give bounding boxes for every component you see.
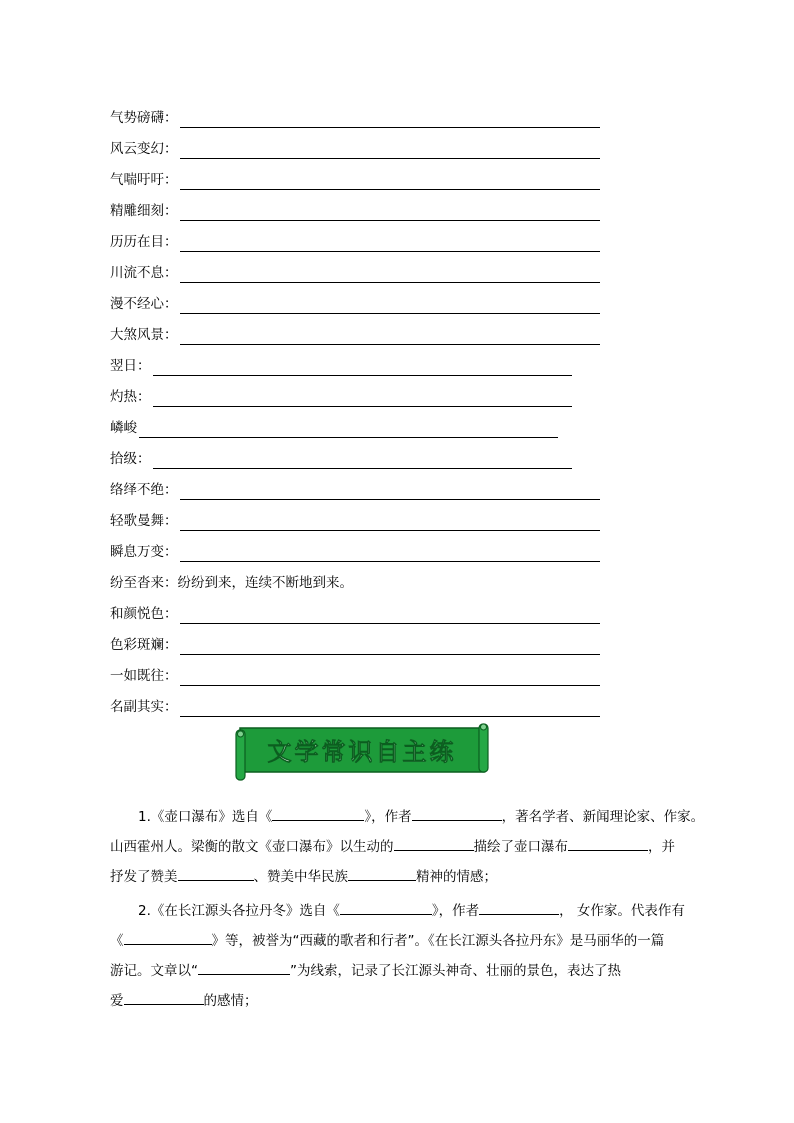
q2-blank-work[interactable]	[124, 930, 212, 945]
q1-text: 1.《壶口瀑布》选自《	[138, 809, 273, 825]
q1-text: 描绘了壶口瀑布	[473, 839, 568, 855]
vocab-term: 气喘吁吁：	[110, 172, 178, 188]
vocab-term: 嶙峻	[110, 420, 137, 436]
vocabulary-list	[110, 97, 610, 717]
q2-blank-author[interactable]	[479, 900, 559, 915]
q1-blank-method[interactable]	[394, 836, 474, 851]
vocab-answer-line[interactable]	[180, 704, 601, 717]
q2-blank-clue[interactable]	[198, 960, 290, 975]
q1-text: 山西霍州人。梁衡的散文《壶口瀑布》以生动的	[110, 839, 394, 855]
vocab-answer-line[interactable]	[180, 177, 601, 190]
q2-text: 》等，被誉为“西藏的歌者和行者”。《在长江源头各拉丹东》是马丽华的一篇	[211, 933, 665, 949]
q2-text: 《	[110, 933, 124, 949]
vocab-row	[110, 500, 610, 531]
vocab-row	[110, 562, 610, 593]
vocab-row	[110, 469, 610, 500]
vocab-row	[110, 531, 610, 562]
q1-text: 精神的情感；	[416, 869, 497, 885]
vocab-row	[110, 593, 610, 624]
q2-text: ”为线索，记录了长江源头神奇、壮丽的景色，表达了热	[290, 963, 621, 979]
vocab-term: 一如既往：	[110, 668, 178, 684]
q1-blank-author[interactable]	[412, 806, 502, 821]
q2-blank-love[interactable]	[124, 990, 204, 1005]
banner-title: 文学常识自主练	[267, 738, 457, 766]
vocab-term: 风云变幻：	[110, 141, 178, 157]
question-2	[110, 896, 710, 1016]
vocab-answer-line[interactable]	[153, 394, 573, 407]
vocab-term: 瞬息万变：	[110, 544, 178, 560]
vocab-answer-line[interactable]	[180, 208, 601, 221]
vocab-row	[110, 345, 610, 376]
q1-blank-scene[interactable]	[568, 836, 648, 851]
vocab-row	[110, 221, 610, 252]
vocab-row	[110, 252, 610, 283]
q2-text: 游记。文章以“	[110, 963, 198, 979]
q1-text: 》，作者	[364, 809, 412, 825]
vocab-term: 漫不经心：	[110, 296, 178, 312]
vocab-answer-line[interactable]	[180, 332, 601, 345]
vocab-row	[110, 438, 610, 469]
vocab-answer-line[interactable]	[180, 611, 601, 624]
vocab-answer-line[interactable]	[180, 239, 601, 252]
vocab-term: 翌日：	[110, 358, 151, 374]
vocab-term: 川流不息：	[110, 265, 178, 281]
vocab-term: 纷至沓来：	[110, 575, 178, 591]
vocab-row	[110, 624, 610, 655]
q2-text: ， 女作家。代表作有	[559, 903, 685, 919]
vocab-row	[110, 97, 610, 128]
q2-text: 》，作者	[431, 903, 480, 919]
q1-text: 、赞美中华民族	[253, 869, 348, 885]
vocab-row	[110, 128, 610, 159]
vocab-answer-line[interactable]	[180, 146, 601, 159]
vocab-term: 和颜悦色：	[110, 606, 178, 622]
vocab-term: 历历在目：	[110, 234, 178, 250]
q1-blank-spirit[interactable]	[348, 866, 416, 881]
vocab-answer-line[interactable]	[180, 642, 601, 655]
vocab-answer-line[interactable]	[180, 115, 601, 128]
vocab-answer-line[interactable]	[180, 518, 601, 531]
vocab-row	[110, 376, 610, 407]
q1-text: 抒发了赞美	[110, 869, 178, 885]
vocab-row	[110, 159, 610, 190]
vocab-term: 气势磅礴：	[110, 110, 178, 126]
vocab-term: 灼热：	[110, 389, 151, 405]
q1-text: ，著名学者、新闻理论家、作家。	[501, 809, 705, 825]
question-1	[110, 802, 710, 892]
vocab-definition: 纷纷到来，连续不断地到来。	[177, 575, 353, 591]
vocab-answer-line[interactable]	[180, 549, 601, 562]
vocab-row	[110, 190, 610, 221]
q1-text: ，并	[648, 839, 675, 855]
vocab-answer-line[interactable]	[180, 673, 601, 686]
vocab-answer-line[interactable]	[180, 270, 601, 283]
vocab-row	[110, 407, 610, 438]
banner-right-scroll	[479, 724, 488, 772]
vocab-term: 轻歌曼舞：	[110, 513, 178, 529]
section-banner	[234, 722, 490, 784]
vocab-answer-line[interactable]	[139, 425, 558, 438]
vocab-term: 络绎不绝：	[110, 482, 178, 498]
vocab-row	[110, 283, 610, 314]
vocab-term: 拾级：	[110, 451, 151, 467]
vocab-term: 大煞风景：	[110, 327, 178, 343]
q1-blank-praise[interactable]	[178, 866, 254, 881]
q2-text: 2.《在长江源头各拉丹冬》选自《	[138, 903, 340, 919]
vocab-answer-line[interactable]	[180, 487, 601, 500]
banner-right-curl	[481, 724, 487, 730]
q2-text: 的感情；	[203, 993, 258, 1009]
vocab-answer-line[interactable]	[153, 363, 573, 376]
vocab-answer-line[interactable]	[180, 301, 601, 314]
q2-blank-source[interactable]	[340, 900, 432, 915]
q2-text: 爱	[110, 993, 124, 1009]
banner-left-curl	[238, 731, 244, 737]
vocab-row	[110, 686, 610, 717]
vocab-term: 色彩斑斓：	[110, 637, 178, 653]
q1-blank-source[interactable]	[272, 806, 364, 821]
vocab-term: 名副其实：	[110, 699, 178, 715]
vocab-term: 精雕细刻：	[110, 203, 178, 219]
vocab-row	[110, 655, 610, 686]
vocab-answer-line[interactable]	[153, 456, 573, 469]
vocab-row	[110, 314, 610, 345]
